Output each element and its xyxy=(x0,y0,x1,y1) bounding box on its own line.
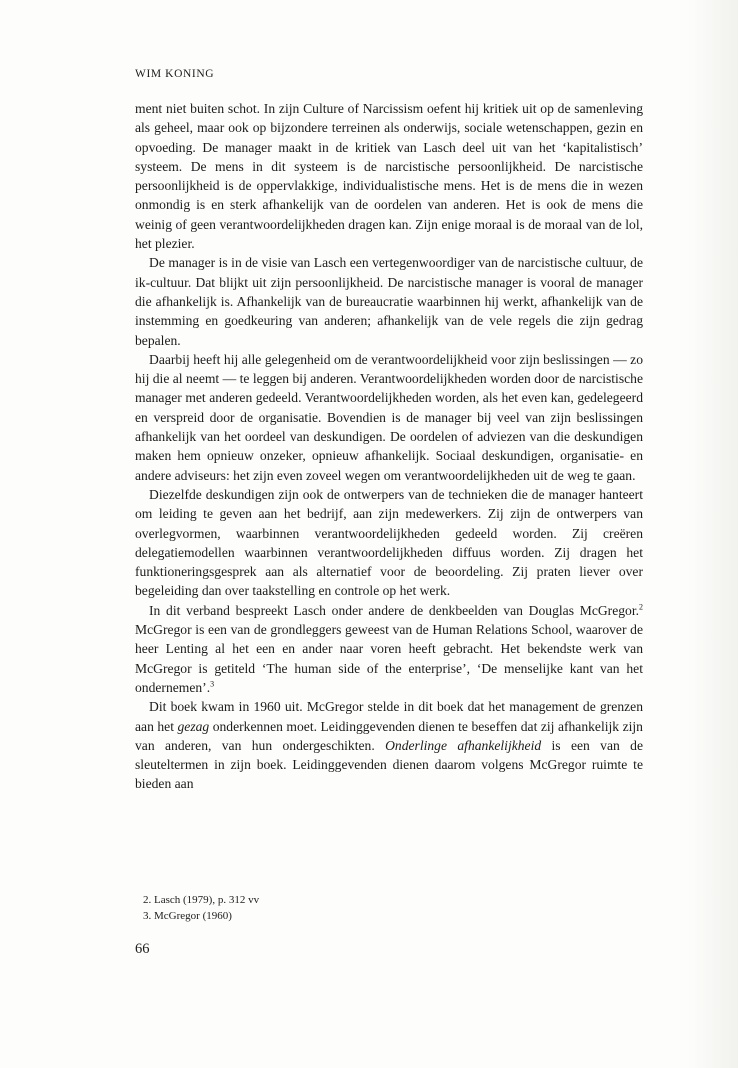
paragraph-5: In dit verband bespreekt Lasch onder andere de denkbeelden van Douglas McGregor.$^2$ McGregor is een van de grondleggers geweest van de Human Relations School, waarover de heer Lenting al het een en ander naar voren heeft gebracht. Het bekendste werk van McGregor is getiteld ‘The human side of the enterprise’, ‘De menselijke kant van het ondernemen’.$^3$ xyxy=(135,602,643,695)
page-content xyxy=(135,68,643,794)
paragraph-2: De manager is in de visie van Lasch een vertegenwoordiger van de narcistische cultuur, de ik-cultuur. Dat blijkt uit zijn persoonlijkheid. De narcistische manager is vooral de manager die afhankelijk is. Afhankelijk van de bureaucratie waarbinnen hij werkt, afhankelijk van de instemming en goedkeuring van anderen; afhankelijk van de vele regels die zijn gedrag bepalen. xyxy=(135,255,643,348)
paragraph-6: Dit boek kwam in 1960 uit. McGregor stelde in dit boek dat het management de grenzen aan het gezag onderkennen moet. Leidinggevenden dienen te beseffen dat zij afhankelijk zijn van anderen, van hun ondergeschikten. Onderlinge afhankelijkheid is een van de sleuteltermen in zijn boek. Leidinggevenden dienen daarom volgens McGregor ruimte te bieden aan xyxy=(135,699,643,792)
page-number: 66 xyxy=(135,941,150,957)
emphasis-text: Onderlinge afhankelijkheid xyxy=(385,737,542,753)
page-edge-shadow xyxy=(688,0,738,1068)
footnote-ref: 2 xyxy=(639,602,643,612)
body-text xyxy=(135,99,643,794)
emphasis-text: gezag xyxy=(177,718,210,734)
footnote-2: 2. Lasch (1979), p. 312 vv xyxy=(143,894,260,906)
footnote-3: 3. McGregor (1960) xyxy=(143,910,232,922)
footnotes xyxy=(135,892,643,924)
paragraph-3: Daarbij heeft hij alle gelegenheid om de verantwoordelijkheid voor zijn beslissingen — zo hij die al neemt — te leggen bij anderen. Verantwoordelijkheden worden door de narcistische manager met anderen gedeeld. Verantwoordelijkheden worden, als het even kan, gedelegeerd en verspreid door de organisatie. Bovendien is de manager bij veel van zijn beslissingen afhankelijk van het oordeel van deskundigen. De oordelen of adviezen van die deskundigen maken hem opnieuw onzeker, opnieuw afhankelijk. Sociaal deskundigen, organisatie- en andere adviseurs: het zijn even zoveel wegen om verantwoordelijkheden uit de weg te gaan. xyxy=(135,351,643,483)
running-head: WIM KONING xyxy=(135,68,215,80)
paragraph-4: Diezelfde deskundigen zijn ook de ontwerpers van de technieken die de manager hanteert om leiding te geven aan het bedrijf, aan zijn medewerkers. Zij zijn de ontwerpers van overlegvormen, waarbinnen verantwoordelijkheden gedeeld worden. Zij creëren delegatiemodellen waarbinnen verantwoordelijkheden diffuus worden. Zij dragen het funktioneringsgesprek aan als alternatief voor de beoordeling. Zij praten liever over begeleiding dan over taakstelling en controle op het werk. xyxy=(135,486,643,599)
footnote-ref: 3 xyxy=(210,679,215,689)
paragraph-1: ment niet buiten schot. In zijn Culture of Narcissism oefent hij kritiek uit op de samenleving als geheel, maar ook op bijzondere terreinen als onderwijs, sociale wetenschappen, gezin en opvoeding. De manager maakt in de kritiek van Lasch deel uit van het ‘kapitalistisch’ systeem. De mens in dit systeem is de narcistische persoonlijkheid. De narcistische persoonlijkheid is de oppervlakkige, individualistische mens. Het is de mens die in wezen onmondig is en sterk afhankelijk van de oordelen van anderen. Het is ook de mens die weinig of geen verantwoordelijkheden dragen kan. Zijn enige moraal is de moraal van de lol, het plezier. xyxy=(135,101,643,252)
